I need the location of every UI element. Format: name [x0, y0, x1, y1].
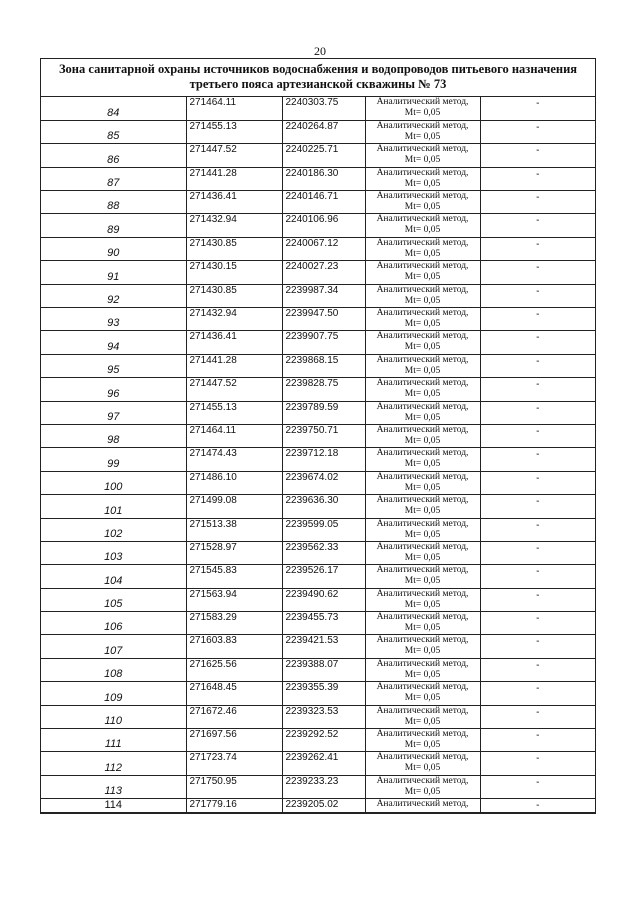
method-cell: [365, 331, 480, 354]
method-accuracy: Mt= 0,05: [404, 786, 441, 797]
method-name: Аналитический метод,: [376, 588, 469, 599]
method-name: Аналитический метод,: [376, 97, 469, 107]
table-row: [41, 471, 595, 494]
point-number: 84: [41, 97, 186, 120]
method-accuracy: Mt= 0,05: [404, 319, 441, 330]
method-cell: [365, 588, 480, 611]
dash-cell: -: [480, 541, 595, 564]
method-name: Аналитический метод,: [376, 378, 469, 389]
coordinate-y: 2239205.02: [282, 799, 365, 813]
coordinate-x: 271672.46: [186, 705, 282, 728]
method-name: Аналитический метод,: [376, 682, 469, 693]
table-row: [41, 191, 595, 214]
coordinate-x: 271625.56: [186, 658, 282, 681]
dash-cell: -: [480, 588, 595, 611]
dash-cell: -: [480, 658, 595, 681]
coordinate-x: 271436.41: [186, 191, 282, 214]
method-cell: [365, 401, 480, 424]
point-number: 93: [41, 308, 186, 331]
point-number: 92: [41, 284, 186, 307]
method-name: Аналитический метод,: [376, 401, 469, 412]
coordinate-y: 2240186.30: [282, 167, 365, 190]
coordinate-x: 271447.52: [186, 144, 282, 167]
dash-cell: -: [480, 167, 595, 190]
method-name: Аналитический метод,: [376, 191, 469, 202]
table-row: [41, 97, 595, 120]
coordinate-y: 2239789.59: [282, 401, 365, 424]
coordinate-x: 271430.85: [186, 284, 282, 307]
method-accuracy: Mt= 0,05: [404, 155, 441, 166]
coordinate-x: 271447.52: [186, 378, 282, 401]
dash-cell: -: [480, 471, 595, 494]
point-number: 85: [41, 120, 186, 143]
method-name: Аналитический метод,: [376, 705, 469, 716]
table-row: [41, 308, 595, 331]
table-row: [41, 448, 595, 471]
method-cell: [365, 308, 480, 331]
coordinate-x: 271432.94: [186, 214, 282, 237]
dash-cell: -: [480, 775, 595, 798]
dash-cell: -: [480, 424, 595, 447]
point-number: 114: [41, 799, 186, 813]
coordinate-x: 271430.15: [186, 261, 282, 284]
dash-cell: -: [480, 144, 595, 167]
point-number: 90: [41, 237, 186, 260]
coordinate-y: 2239868.15: [282, 354, 365, 377]
coordinate-x: 271464.11: [186, 424, 282, 447]
point-number: 106: [41, 612, 186, 635]
coordinate-y: 2239674.02: [282, 471, 365, 494]
coordinate-x: 271430.85: [186, 237, 282, 260]
dash-cell: -: [480, 565, 595, 588]
point-number: 103: [41, 541, 186, 564]
method-cell: [365, 565, 480, 588]
point-number: 104: [41, 565, 186, 588]
method-cell: [365, 191, 480, 214]
coordinate-y: 2240146.71: [282, 191, 365, 214]
table-row: [41, 729, 595, 752]
coordinate-y: 2239599.05: [282, 518, 365, 541]
table-row: [41, 214, 595, 237]
method-accuracy: Mt= 0,05: [404, 529, 441, 540]
dash-cell: -: [480, 799, 595, 813]
coordinate-x: 271603.83: [186, 635, 282, 658]
point-number: 101: [41, 495, 186, 518]
table-row: [41, 588, 595, 611]
coordinate-y: 2240027.23: [282, 261, 365, 284]
coordinate-y: 2239947.50: [282, 308, 365, 331]
table-row: [41, 775, 595, 798]
coordinate-y: 2239355.39: [282, 682, 365, 705]
method-name: Аналитический метод,: [376, 261, 469, 272]
table-row: [41, 331, 595, 354]
coordinate-y: 2239323.53: [282, 705, 365, 728]
point-number: 96: [41, 378, 186, 401]
method-name: Аналитический метод,: [365, 799, 480, 813]
dash-cell: -: [480, 284, 595, 307]
dash-cell: -: [480, 705, 595, 728]
method-cell: [365, 729, 480, 752]
method-accuracy: Mt= 0,05: [404, 225, 441, 236]
dash-cell: -: [480, 261, 595, 284]
table-row: [41, 682, 595, 705]
table-title-line-1: Зона санитарной охраны источников водоснабжения и водопроводов питьевого назначения: [58, 62, 578, 76]
point-number: 108: [41, 658, 186, 681]
coordinate-x: 271583.29: [186, 612, 282, 635]
method-accuracy: Mt= 0,05: [404, 646, 441, 657]
dash-cell: -: [480, 401, 595, 424]
method-accuracy: Mt= 0,05: [404, 248, 441, 259]
coordinate-y: 2239455.73: [282, 612, 365, 635]
coordinate-y: 2240264.87: [282, 120, 365, 143]
coordinate-y: 2239490.62: [282, 588, 365, 611]
method-accuracy: Mt= 0,05: [404, 693, 441, 704]
point-number: 110: [41, 705, 186, 728]
method-name: Аналитический метод,: [376, 565, 469, 576]
table-row: [41, 541, 595, 564]
point-number: 102: [41, 518, 186, 541]
table-row: [41, 612, 595, 635]
coordinate-x: 271513.38: [186, 518, 282, 541]
point-number: 109: [41, 682, 186, 705]
coordinate-y: 2239712.18: [282, 448, 365, 471]
dash-cell: -: [480, 354, 595, 377]
point-number: 107: [41, 635, 186, 658]
dash-cell: -: [480, 331, 595, 354]
table-row: [41, 565, 595, 588]
table-row: [41, 799, 595, 813]
coordinate-y: 2240225.71: [282, 144, 365, 167]
method-accuracy: Mt= 0,05: [404, 435, 441, 446]
coordinate-x: 271648.45: [186, 682, 282, 705]
method-cell: [365, 705, 480, 728]
method-accuracy: Mt= 0,05: [404, 506, 441, 517]
dash-cell: -: [480, 682, 595, 705]
method-accuracy: Mt= 0,05: [404, 482, 441, 493]
method-cell: [365, 471, 480, 494]
method-name: Аналитический метод,: [376, 612, 469, 623]
coordinate-y: 2240067.12: [282, 237, 365, 260]
method-name: Аналитический метод,: [376, 752, 469, 763]
method-cell: [365, 214, 480, 237]
table-row: [41, 635, 595, 658]
method-accuracy: Mt= 0,05: [404, 389, 441, 400]
coordinate-y: 2240303.75: [282, 97, 365, 120]
dash-cell: -: [480, 237, 595, 260]
method-cell: [365, 167, 480, 190]
coordinate-x: 271545.83: [186, 565, 282, 588]
point-number: 89: [41, 214, 186, 237]
coordinate-y: 2239987.34: [282, 284, 365, 307]
point-number: 86: [41, 144, 186, 167]
method-name: Аналитический метод,: [376, 167, 469, 178]
coordinate-x: 271563.94: [186, 588, 282, 611]
method-cell: [365, 284, 480, 307]
table-row: [41, 752, 595, 775]
coordinate-y: 2239526.17: [282, 565, 365, 588]
method-cell: [365, 495, 480, 518]
method-cell: [365, 518, 480, 541]
coordinate-y: 2239907.75: [282, 331, 365, 354]
point-number: 111: [41, 729, 186, 752]
table-title: [41, 59, 595, 97]
method-name: Аналитический метод,: [376, 214, 469, 225]
coordinate-x: 271474.43: [186, 448, 282, 471]
method-accuracy: Mt= 0,05: [404, 599, 441, 610]
point-number: 98: [41, 424, 186, 447]
method-accuracy: Mt= 0,05: [404, 178, 441, 189]
table-row: [41, 518, 595, 541]
method-name: Аналитический метод,: [376, 658, 469, 669]
method-accuracy: Mt= 0,05: [404, 295, 441, 306]
table-title-line-2: третьего пояса артезианской скважины № 73: [189, 77, 447, 91]
page-number: 20: [314, 44, 326, 58]
table-row: [41, 120, 595, 143]
coordinate-x: 271436.41: [186, 331, 282, 354]
method-cell: [365, 120, 480, 143]
coordinate-y: 2240106.96: [282, 214, 365, 237]
method-name: Аналитический метод,: [376, 775, 469, 786]
point-number: 97: [41, 401, 186, 424]
dash-cell: -: [480, 729, 595, 752]
dash-cell: -: [480, 97, 595, 120]
method-name: Аналитический метод,: [376, 354, 469, 365]
table-row: [41, 354, 595, 377]
method-accuracy: Mt= 0,05: [404, 108, 441, 118]
dash-cell: -: [480, 495, 595, 518]
point-number: 95: [41, 354, 186, 377]
method-name: Аналитический метод,: [376, 144, 469, 155]
coordinate-x: 271723.74: [186, 752, 282, 775]
coordinate-y: 2239292.52: [282, 729, 365, 752]
method-cell: [365, 237, 480, 260]
coordinate-x: 271441.28: [186, 167, 282, 190]
dash-cell: -: [480, 308, 595, 331]
method-name: Аналитический метод,: [376, 308, 469, 319]
coordinate-x: 271528.97: [186, 541, 282, 564]
method-name: Аналитический метод,: [376, 120, 469, 131]
coordinate-x: 271486.10: [186, 471, 282, 494]
coordinate-x: 271697.56: [186, 729, 282, 752]
dash-cell: -: [480, 214, 595, 237]
method-cell: [365, 261, 480, 284]
table-row: [41, 658, 595, 681]
coordinate-y: 2239233.23: [282, 775, 365, 798]
method-name: Аналитический метод,: [376, 518, 469, 529]
coordinate-x: 271499.08: [186, 495, 282, 518]
dash-cell: -: [480, 635, 595, 658]
method-accuracy: Mt= 0,05: [404, 202, 441, 213]
point-number: 112: [41, 752, 186, 775]
method-cell: [365, 775, 480, 798]
method-cell: [365, 682, 480, 705]
table-row: [41, 167, 595, 190]
method-name: Аналитический метод,: [376, 635, 469, 646]
method-cell: [365, 635, 480, 658]
method-cell: [365, 354, 480, 377]
dash-cell: -: [480, 752, 595, 775]
coordinate-y: 2239562.33: [282, 541, 365, 564]
table-row: [41, 144, 595, 167]
method-accuracy: Mt= 0,05: [404, 669, 441, 680]
method-accuracy: Mt= 0,05: [404, 365, 441, 376]
method-cell: [365, 612, 480, 635]
method-name: Аналитический метод,: [376, 448, 469, 459]
method-name: Аналитический метод,: [376, 541, 469, 552]
method-accuracy: Mt= 0,05: [404, 740, 441, 751]
dash-cell: -: [480, 191, 595, 214]
coordinate-y: 2239636.30: [282, 495, 365, 518]
coordinate-y: 2239828.75: [282, 378, 365, 401]
point-number: 99: [41, 448, 186, 471]
method-accuracy: Mt= 0,05: [404, 576, 441, 587]
coordinate-x: 271455.13: [186, 401, 282, 424]
point-number: 88: [41, 191, 186, 214]
coordinate-y: 2239262.41: [282, 752, 365, 775]
table-row: [41, 237, 595, 260]
coordinate-x: 271750.95: [186, 775, 282, 798]
point-number: 113: [41, 775, 186, 798]
method-cell: [365, 658, 480, 681]
method-cell: [365, 424, 480, 447]
method-name: Аналитический метод,: [376, 284, 469, 295]
point-number: 100: [41, 471, 186, 494]
table-row: [41, 261, 595, 284]
dash-cell: -: [480, 378, 595, 401]
method-accuracy: Mt= 0,05: [404, 459, 441, 470]
coordinates-rows: [41, 97, 595, 813]
dash-cell: -: [480, 120, 595, 143]
table-row: [41, 424, 595, 447]
point-number: 87: [41, 167, 186, 190]
point-number: 105: [41, 588, 186, 611]
method-cell: [365, 144, 480, 167]
method-cell: [365, 448, 480, 471]
coordinate-x: 271432.94: [186, 308, 282, 331]
coordinates-data: [41, 97, 595, 813]
method-accuracy: Mt= 0,05: [404, 716, 441, 727]
coordinate-y: 2239388.07: [282, 658, 365, 681]
method-accuracy: Mt= 0,05: [404, 763, 441, 774]
coordinate-x: 271441.28: [186, 354, 282, 377]
coordinate-y: 2239421.53: [282, 635, 365, 658]
method-name: Аналитический метод,: [376, 495, 469, 506]
method-cell: [365, 752, 480, 775]
method-accuracy: Mt= 0,05: [404, 552, 441, 563]
table-row: [41, 401, 595, 424]
method-accuracy: Mt= 0,05: [404, 412, 441, 423]
dash-cell: -: [480, 448, 595, 471]
point-number: 91: [41, 261, 186, 284]
coordinates-table: [40, 58, 596, 814]
method-name: Аналитический метод,: [376, 331, 469, 342]
dash-cell: -: [480, 612, 595, 635]
point-number: 94: [41, 331, 186, 354]
method-name: Аналитический метод,: [376, 471, 469, 482]
method-accuracy: Mt= 0,05: [404, 342, 441, 353]
method-name: Аналитический метод,: [376, 424, 469, 435]
table-row: [41, 284, 595, 307]
table-row: [41, 705, 595, 728]
method-cell: [365, 541, 480, 564]
coordinate-x: 271464.11: [186, 97, 282, 120]
method-cell: [365, 378, 480, 401]
coordinate-x: 271779.16: [186, 799, 282, 813]
method-cell: [365, 97, 480, 120]
table-row: [41, 378, 595, 401]
dash-cell: -: [480, 518, 595, 541]
method-accuracy: Mt= 0,05: [404, 623, 441, 634]
table-row: [41, 495, 595, 518]
coordinate-y: 2239750.71: [282, 424, 365, 447]
method-name: Аналитический метод,: [376, 729, 469, 740]
coordinate-x: 271455.13: [186, 120, 282, 143]
method-name: Аналитический метод,: [376, 237, 469, 248]
method-accuracy: Mt= 0,05: [404, 131, 441, 142]
method-accuracy: Mt= 0,05: [404, 272, 441, 283]
